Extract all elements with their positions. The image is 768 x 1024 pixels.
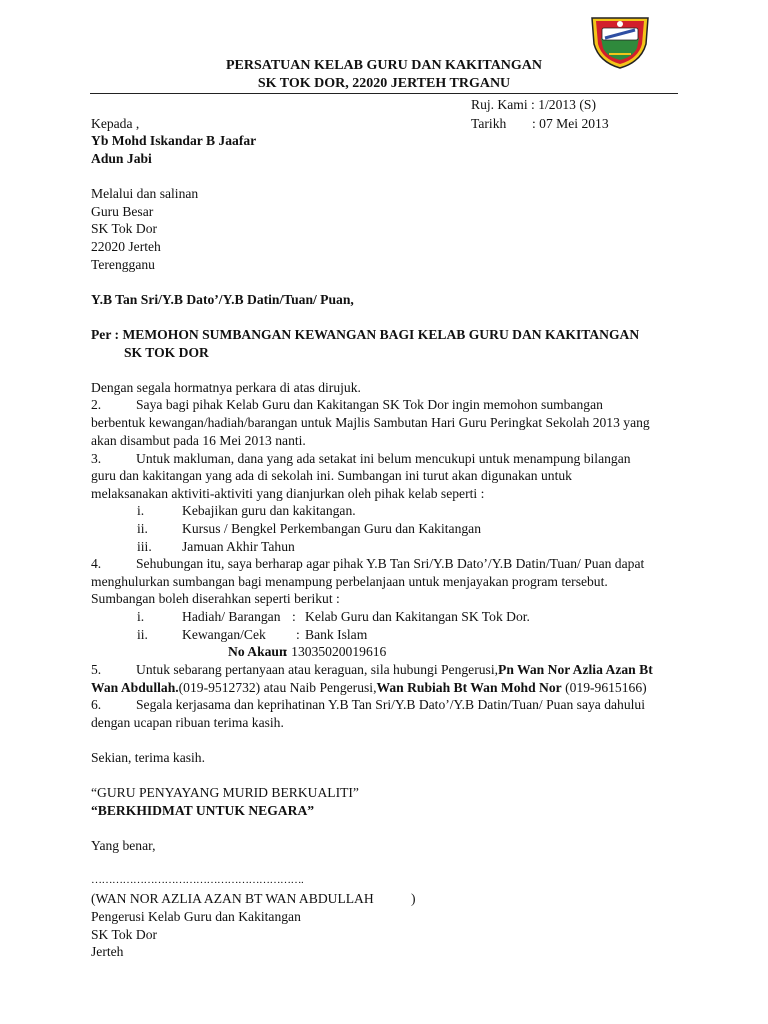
activity-item-text: Jamuan Akhir Tahun xyxy=(182,539,295,554)
subject-line-2: SK TOK DOR xyxy=(124,345,209,360)
via-line-1: Melalui dan salinan xyxy=(91,186,199,201)
para-3-line-1: Untuk makluman, dana yang ada setakat ini belum mencukupi untuk menampung bilangan xyxy=(136,451,631,466)
para-5-number: 5. xyxy=(91,662,102,677)
contribution-item-number: i. xyxy=(137,609,145,624)
recipient-name: Yb Mohd Iskandar B Jaafar xyxy=(91,133,257,148)
para-3-number: 3. xyxy=(91,451,102,466)
motto-2: “BERKHIDMAT UNTUK NEGARA” xyxy=(91,803,315,818)
salutation: Y.B Tan Sri/Y.B Dato’/Y.B Datin/Tuan/ Puan, xyxy=(91,292,354,307)
reference-number: Ruj. Kami : 1/2013 (S) xyxy=(471,97,596,112)
activity-item-number: iii. xyxy=(137,539,152,554)
para-5-line-2 xyxy=(91,680,647,696)
paragraph-1: Dengan segala hormatnya perkara di atas dirujuk. xyxy=(91,380,361,395)
contribution-item-value: Bank Islam xyxy=(305,627,368,642)
to-label: Kepada , xyxy=(91,116,140,131)
via-line-3: SK Tok Dor xyxy=(91,221,158,236)
contribution-item-sep: : xyxy=(292,609,296,624)
account-label: No Akaun xyxy=(228,644,287,659)
para-4-line-3: Sumbangan boleh diserahkan seperti berikut : xyxy=(91,591,340,606)
para-2-line-1: Saya bagi pihak Kelab Guru dan Kakitangan SK Tok Dor ingin memohon sumbangan xyxy=(136,397,603,412)
para-2-line-3: akan disambut pada 16 Mei 2013 nanti. xyxy=(91,433,306,448)
signer-town: Jerteh xyxy=(91,944,124,959)
signer-role: Pengerusi Kelab Guru dan Kakitangan xyxy=(91,909,301,924)
vice-chairperson-phone: (019-9615166) xyxy=(561,680,647,695)
signer-school: SK Tok Dor xyxy=(91,927,158,942)
signer-name-close: ) xyxy=(411,891,416,906)
para-4-line-2: menghulurkan sumbangan bagi menampung perbelanjaan untuk menjayakan program tersebut. xyxy=(91,574,608,589)
contribution-item-value: Kelab Guru dan Kakitangan SK Tok Dor. xyxy=(305,609,530,624)
signer-name: (WAN NOR AZLIA AZAN BT WAN ABDULLAH xyxy=(91,891,374,906)
date-label: Tarikh xyxy=(471,116,507,131)
contribution-item-label: Kewangan/Cek xyxy=(182,627,266,642)
via-line-4: 22020 Jerteh xyxy=(91,239,161,254)
para-2-number: 2. xyxy=(91,397,102,412)
signature-dots: ……………………………………………………. xyxy=(91,874,304,886)
letterhead-line-2: SK TOK DOR, 22020 JERTEH TRGANU xyxy=(257,76,511,91)
via-line-2: Guru Besar xyxy=(91,204,154,219)
chairperson-name: Pn Wan Nor Azlia Azan Bt xyxy=(498,662,653,677)
header-divider xyxy=(90,93,678,94)
activity-item-text: Kursus / Bengkel Perkembangan Guru dan Kakitangan xyxy=(182,521,481,536)
para-6-number: 6. xyxy=(91,697,102,712)
para-6-line-1: Segala kerjasama dan keprihatinan Y.B Tan Sri/Y.B Dato’/Y.B Datin/Tuan/ Puan saya dahului xyxy=(136,697,645,712)
via-line-5: Terengganu xyxy=(91,257,155,272)
para-5-text: Untuk sebarang pertanyaan atau keraguan, sila hubungi Pengerusi, xyxy=(136,662,499,677)
letterhead-line-1: PERSATUAN KELAB GURU DAN KAKITANGAN xyxy=(225,58,543,73)
motto-1: “GURU PENYAYANG MURID BERKUALITI” xyxy=(91,785,359,800)
date-value: : 07 Mei 2013 xyxy=(532,116,609,131)
recipient-title: Adun Jabi xyxy=(91,151,152,166)
activity-item-text: Kebajikan guru dan kakitangan. xyxy=(182,503,356,518)
para-3-line-2: guru dan kakitangan yang ada di sekolah ini. Sumbangan ini turut akan digunakan untuk xyxy=(91,468,572,483)
contribution-item-number: ii. xyxy=(137,627,148,642)
activity-item-number: ii. xyxy=(137,521,148,536)
para-2-line-2: berbentuk kewangan/hadiah/barangan untuk Majlis Sambutan Hari Guru Peringkat Sekolah 2013 yang xyxy=(91,415,650,430)
sign-off: Yang benar, xyxy=(91,838,156,853)
para-4-line-1: Sehubungan itu, saya berharap agar pihak Y.B Tan Sri/Y.B Dato’/Y.B Datin/Tuan/ Puan dapat xyxy=(136,556,645,571)
para-6-line-2: dengan ucapan ribuan terima kasih. xyxy=(91,715,284,730)
subject-line-1: Per : MEMOHON SUMBANGAN KEWANGAN BAGI KELAB GURU DAN KAKITANGAN xyxy=(91,327,640,342)
activity-item-number: i. xyxy=(137,503,145,518)
para-4-number: 4. xyxy=(91,556,102,571)
account-number: : 13035020019616 xyxy=(284,644,387,659)
vice-chairperson-name: Wan Rubiah Bt Wan Mohd Nor xyxy=(376,680,562,695)
contribution-item-sep: : xyxy=(296,627,300,642)
para-3-line-3: melaksanakan aktiviti-aktiviti yang dianjurkan oleh pihak kelab seperti : xyxy=(91,486,485,501)
contribution-item-label: Hadiah/ Barangan xyxy=(182,609,281,624)
closing-thanks: Sekian, terima kasih. xyxy=(91,750,206,765)
para-5-text: (019-9512732) atau Naib Pengerusi, xyxy=(178,680,377,695)
chairperson-name-cont: Wan Abdullah. xyxy=(91,680,179,695)
para-5-line-1 xyxy=(136,662,653,678)
